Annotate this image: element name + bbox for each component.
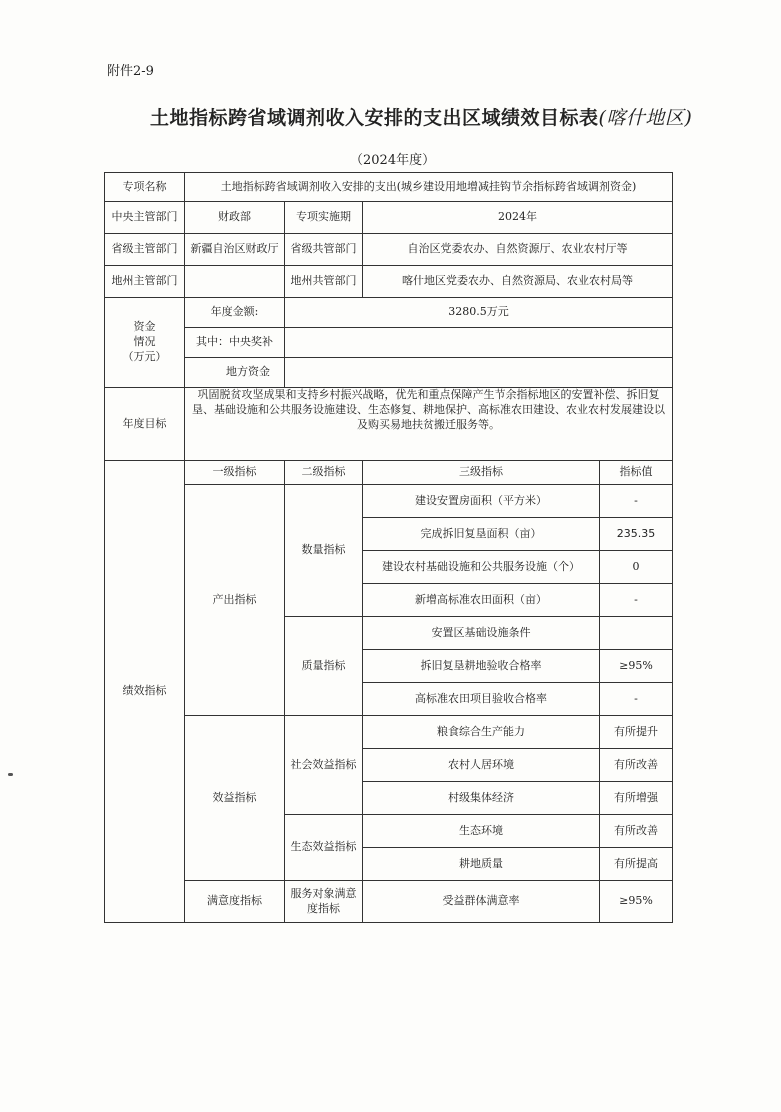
page-title <box>150 103 692 130</box>
pref-dept-label: 地州主管部门 <box>105 266 185 298</box>
eco-benefit-label: 生态效益指标 <box>285 815 363 881</box>
indicator-name: 建设农村基础设施和公共服务设施（个） <box>363 551 600 584</box>
central-award-value <box>285 328 673 358</box>
indicator-value: 0 <box>600 551 673 584</box>
pref-co-value: 喀什地区党委农办、自然资源局、农业农村局等 <box>363 266 673 298</box>
indicator-name: 完成拆旧复垦面积（亩） <box>363 518 600 551</box>
indicator-value: - <box>600 683 673 716</box>
benefit-indicator-label: 效益指标 <box>185 716 285 881</box>
central-dept-label: 中央主管部门 <box>105 202 185 234</box>
table-row <box>105 298 673 328</box>
indicator-name: 高标准农田项目验收合格率 <box>363 683 600 716</box>
prov-dept-label: 省级主管部门 <box>105 234 185 266</box>
table-row <box>105 358 673 388</box>
indicator-name: 拆旧复垦耕地验收合格率 <box>363 650 600 683</box>
indicator-value: ≥95% <box>600 881 673 923</box>
table-row <box>105 173 673 202</box>
indicator-name: 村级集体经济 <box>363 782 600 815</box>
indicator-name: 建设安置房面积（平方米） <box>363 485 600 518</box>
social-benefit-label: 社会效益指标 <box>285 716 363 815</box>
table-row <box>105 234 673 266</box>
performance-table <box>104 172 673 923</box>
satisfaction-indicator-label: 满意度指标 <box>185 881 285 923</box>
indicator-name: 安置区基础设施条件 <box>363 617 600 650</box>
annual-goal-value: 巩固脱贫攻坚成果和支持乡村振兴战略，优先和重点保障产生节余指标地区的安置补偿、拆旧复垦、基础设施和公共服务设施建设、生态修复、耕地保护、高标准农田建设、农业农村发展建设以及购买易地扶贫搬迁服务等。 <box>185 388 673 461</box>
output-indicator-label: 产出指标 <box>185 485 285 716</box>
indicator-name: 新增高标准农田面积（亩） <box>363 584 600 617</box>
annual-amount-label: 年度金额: <box>185 298 285 328</box>
indicator-value: 235.35 <box>600 518 673 551</box>
handwritten-annotation: (喀什地区) <box>598 107 693 129</box>
fund-label: 资金 情况 （万元） <box>105 298 185 388</box>
table-row <box>105 461 673 485</box>
period-label: 专项实施期 <box>285 202 363 234</box>
header-level2: 二级指标 <box>285 461 363 485</box>
indicator-value: 有所增强 <box>600 782 673 815</box>
annex-number: 附件2-9 <box>107 64 154 79</box>
local-fund-value <box>285 358 673 388</box>
title-text: 土地指标跨省域调剂收入安排的支出区域绩效目标表 <box>150 107 599 129</box>
table-row <box>105 328 673 358</box>
table-row <box>105 202 673 234</box>
indicator-value: ≥95% <box>600 650 673 683</box>
indicator-name: 粮食综合生产能力 <box>363 716 600 749</box>
prov-co-label: 省级共管部门 <box>285 234 363 266</box>
pref-co-label: 地州共管部门 <box>285 266 363 298</box>
indicator-value: - <box>600 584 673 617</box>
quantity-indicator-label: 数量指标 <box>285 485 363 617</box>
header-value: 指标值 <box>600 461 673 485</box>
indicator-name: 农村人居环境 <box>363 749 600 782</box>
quality-indicator-label: 质量指标 <box>285 617 363 716</box>
annual-amount-value: 3280.5万元 <box>285 298 673 328</box>
prov-dept-value: 新疆自治区财政厅 <box>185 234 285 266</box>
scan-speck <box>8 773 13 776</box>
table-row <box>105 388 673 461</box>
annual-goal-label: 年度目标 <box>105 388 185 461</box>
central-award-label: 其中：中央奖补 <box>185 328 285 358</box>
central-dept-value: 财政部 <box>185 202 285 234</box>
indicator-value <box>600 617 673 650</box>
indicator-value: 有所提升 <box>600 716 673 749</box>
table-row <box>105 881 673 923</box>
indicator-name: 受益群体满意率 <box>363 881 600 923</box>
header-level1: 一级指标 <box>185 461 285 485</box>
indicator-value: 有所提高 <box>600 848 673 881</box>
fiscal-year: （2024年度） <box>350 153 436 168</box>
table-row <box>105 716 673 749</box>
indicator-name: 耕地质量 <box>363 848 600 881</box>
table-row <box>105 266 673 298</box>
indicator-value: 有所改善 <box>600 749 673 782</box>
project-name-label: 专项名称 <box>105 173 185 202</box>
local-fund-label: 地方资金 <box>185 358 285 388</box>
service-satisfaction-label: 服务对象满意度指标 <box>285 881 363 923</box>
indicator-value: - <box>600 485 673 518</box>
indicator-value: 有所改善 <box>600 815 673 848</box>
table-row <box>105 485 673 518</box>
indicator-name: 生态环境 <box>363 815 600 848</box>
pref-dept-value <box>185 266 285 298</box>
prov-co-value: 自治区党委农办、自然资源厅、农业农村厅等 <box>363 234 673 266</box>
project-name-value: 土地指标跨省域调剂收入安排的支出(城乡建设用地增减挂钩节余指标跨省域调剂资金) <box>185 173 673 202</box>
header-level3: 三级指标 <box>363 461 600 485</box>
period-value: 2024年 <box>363 202 673 234</box>
performance-indicator-label: 绩效指标 <box>105 461 185 923</box>
